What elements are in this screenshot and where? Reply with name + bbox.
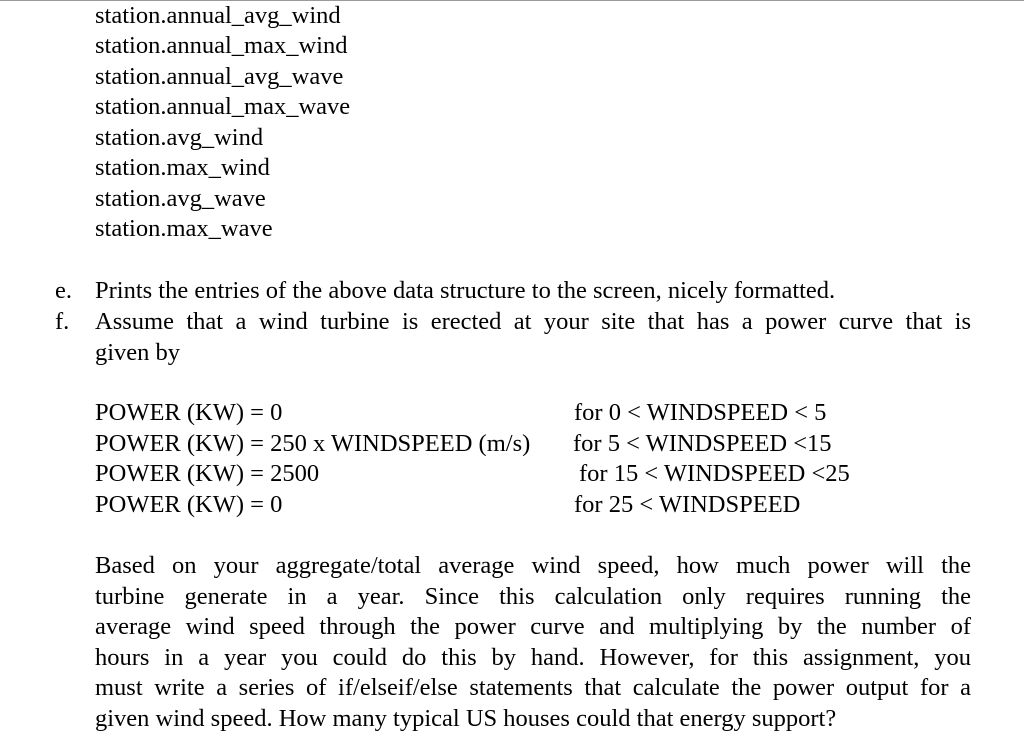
- power-curve-condition-3: for 15 < WINDSPEED <25: [579, 460, 850, 487]
- item-f-line-1: Assume that a wind turbine is erected at your site that has a power curve that is: [95, 308, 971, 335]
- item-e-marker: e.: [55, 277, 72, 304]
- item-f-line-2: given by: [95, 338, 181, 366]
- power-curve-condition-1: for 0 < WINDSPEED < 5: [574, 399, 827, 426]
- field-annual-max-wave: station.annual_max_wave: [95, 93, 351, 120]
- question-line-5: must write a series of if/elseif/else statements that calculate the power output for a: [95, 674, 971, 701]
- field-avg-wave: station.avg_wave: [95, 185, 266, 212]
- item-e-text: Prints the entries of the above data structure to the screen, nicely formatted.: [95, 277, 836, 304]
- field-annual-max-wind: station.annual_max_wind: [95, 32, 348, 59]
- field-max-wave: station.max_wave: [95, 215, 273, 242]
- field-annual-avg-wind: station.annual_avg_wind: [95, 2, 341, 29]
- item-f-marker: f.: [55, 308, 70, 335]
- field-avg-wind: station.avg_wind: [95, 124, 264, 151]
- power-curve-condition-2: for 5 < WINDSPEED <15: [573, 430, 832, 457]
- question-line-6: given wind speed. How many typical US houses could that energy support?: [95, 704, 837, 732]
- power-curve-formula-2: POWER (KW) = 250 x WINDSPEED (m/s): [95, 430, 531, 457]
- question-paragraph: [95, 551, 971, 734]
- field-annual-avg-wave: station.annual_avg_wave: [95, 63, 344, 90]
- question-line-2: turbine generate in a year. Since this calculation only requires running the: [95, 582, 971, 610]
- power-curve-formula-4: POWER (KW) = 0: [95, 491, 283, 518]
- question-line-1: Based on your aggregate/total average wind speed, how much power will the: [95, 552, 971, 579]
- question-line-3: average wind speed through the power curve and multiplying by the number of: [95, 613, 971, 640]
- power-curve-formula-1: POWER (KW) = 0: [95, 399, 283, 426]
- power-curve-condition-4: for 25 < WINDSPEED: [574, 491, 801, 518]
- field-max-wind: station.max_wind: [95, 154, 270, 181]
- item-f-text: [95, 307, 971, 368]
- question-line-4: hours in a year you could do this by hand. However, for this assignment, you: [95, 643, 971, 671]
- power-curve-formula-3: POWER (KW) = 2500: [95, 460, 320, 487]
